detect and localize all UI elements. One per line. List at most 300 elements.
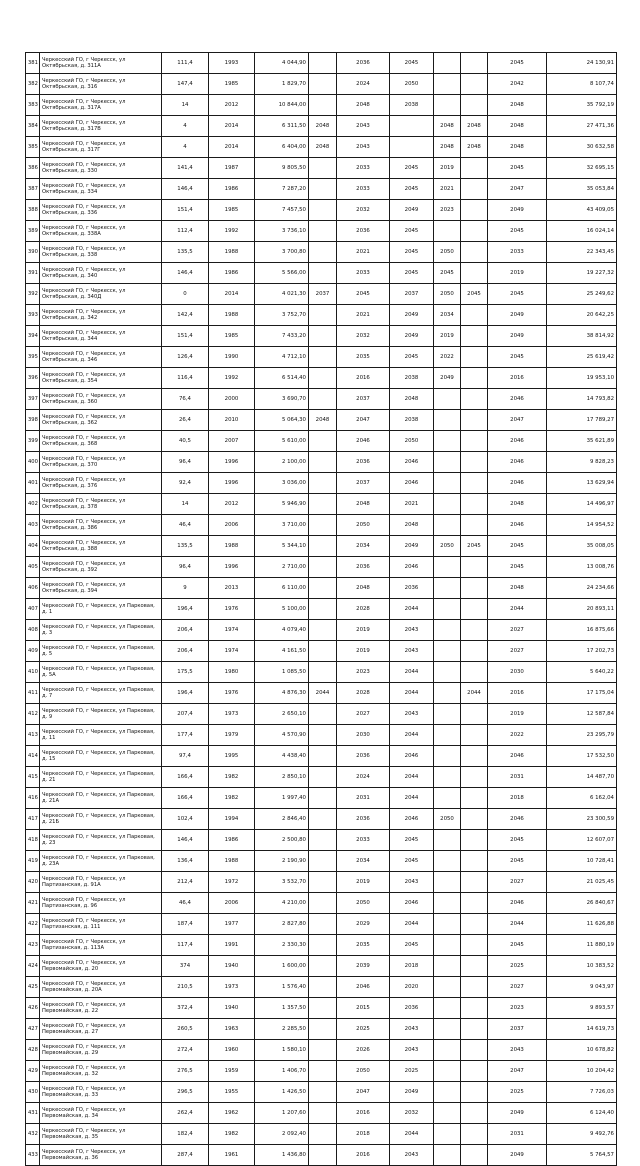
year-col-9 xyxy=(461,1103,488,1124)
year-col-8 xyxy=(434,767,461,788)
address-cell: Черкесский ГО, г Черкесск, ул Парковая, д. 23 xyxy=(40,830,162,851)
year-cell: 1977 xyxy=(209,914,255,935)
year-col-7: 2043 xyxy=(390,641,434,662)
table-row xyxy=(26,1061,617,1082)
year-col-5 xyxy=(309,452,337,473)
address-cell: Черкесский ГО, г Черкесск, ул Октябрьская, д. 316 xyxy=(40,74,162,95)
year-col-9 xyxy=(461,305,488,326)
area-cell: 76,4 xyxy=(162,389,209,410)
address-cell: Черкесский ГО, г Черкесск, ул Октябрьская, д. 342 xyxy=(40,305,162,326)
address-cell: Черкесский ГО, г Черкесск, ул Парковая, д. 15 xyxy=(40,746,162,767)
year-col-8: 2019 xyxy=(434,158,461,179)
total-cell: 9 828,23 xyxy=(547,452,617,473)
year-col-10: 2045 xyxy=(488,284,547,305)
area-cell: 166,4 xyxy=(162,788,209,809)
address-cell: Черкесский ГО, г Черкесск, ул Октябрьская, д. 378 xyxy=(40,494,162,515)
area-cell: 136,4 xyxy=(162,851,209,872)
year-col-9 xyxy=(461,641,488,662)
total-cell: 32 695,15 xyxy=(547,158,617,179)
year-col-9 xyxy=(461,179,488,200)
year-col-8 xyxy=(434,1145,461,1166)
year-col-5 xyxy=(309,956,337,977)
table-row xyxy=(26,200,617,221)
year-col-5: 2048 xyxy=(309,137,337,158)
year-col-8 xyxy=(434,935,461,956)
year-col-7: 2044 xyxy=(390,788,434,809)
total-cell: 35 621,89 xyxy=(547,431,617,452)
year-col-8 xyxy=(434,53,461,74)
row-number: 394 xyxy=(26,326,40,347)
row-number: 411 xyxy=(26,683,40,704)
year-col-7: 2045 xyxy=(390,347,434,368)
row-number: 424 xyxy=(26,956,40,977)
address-cell: Черкесский ГО, г Черкесск, ул Октябрьская, д. 388 xyxy=(40,536,162,557)
year-col-8 xyxy=(434,599,461,620)
year-col-7: 2049 xyxy=(390,1082,434,1103)
year-col-6: 2035 xyxy=(337,935,390,956)
year-col-8 xyxy=(434,662,461,683)
year-col-8 xyxy=(434,830,461,851)
total-cell: 12 587,84 xyxy=(547,704,617,725)
row-number: 385 xyxy=(26,137,40,158)
year-col-6: 2046 xyxy=(337,431,390,452)
year-col-5 xyxy=(309,53,337,74)
year-col-9 xyxy=(461,557,488,578)
year-col-5 xyxy=(309,368,337,389)
area-cell: 196,4 xyxy=(162,599,209,620)
year-col-10: 2047 xyxy=(488,179,547,200)
address-cell: Черкесский ГО, г Черкесск, ул Октябрьская, д. 394 xyxy=(40,578,162,599)
year-col-7: 2036 xyxy=(390,998,434,1019)
year-col-10: 2046 xyxy=(488,389,547,410)
area-cell: 26,4 xyxy=(162,410,209,431)
area-cell: 166,4 xyxy=(162,767,209,788)
year-col-7: 2050 xyxy=(390,431,434,452)
area-cell: 206,4 xyxy=(162,620,209,641)
year-col-6: 2035 xyxy=(337,347,390,368)
year-col-10: 2019 xyxy=(488,263,547,284)
year-col-9 xyxy=(461,74,488,95)
cost-cell: 2 850,10 xyxy=(255,767,309,788)
year-col-6: 2021 xyxy=(337,305,390,326)
year-col-5 xyxy=(309,347,337,368)
year-col-7: 2046 xyxy=(390,452,434,473)
year-cell: 1988 xyxy=(209,851,255,872)
address-cell: Черкесский ГО, г Черкесск, ул Первомайская, д. 22 xyxy=(40,998,162,1019)
year-col-7: 2046 xyxy=(390,893,434,914)
table-row xyxy=(26,1040,617,1061)
year-col-7: 2043 xyxy=(390,1040,434,1061)
cost-cell: 3 700,80 xyxy=(255,242,309,263)
year-col-6: 2036 xyxy=(337,53,390,74)
year-cell: 1972 xyxy=(209,872,255,893)
address-cell: Черкесский ГО, г Черкесск, ул Октябрьская, д. 360 xyxy=(40,389,162,410)
table-row xyxy=(26,620,617,641)
year-col-8 xyxy=(434,557,461,578)
year-col-5 xyxy=(309,1019,337,1040)
table-row xyxy=(26,872,617,893)
cost-cell: 4 570,90 xyxy=(255,725,309,746)
year-col-8 xyxy=(434,914,461,935)
year-cell: 1986 xyxy=(209,179,255,200)
year-col-10: 2047 xyxy=(488,1061,547,1082)
address-cell: Черкесский ГО, г Черкесск, ул Парковая, д. 5 xyxy=(40,641,162,662)
cost-cell: 1 600,00 xyxy=(255,956,309,977)
area-cell: 187,4 xyxy=(162,914,209,935)
total-cell: 23 300,59 xyxy=(547,809,617,830)
cost-cell: 2 710,00 xyxy=(255,557,309,578)
address-cell: Черкесский ГО, г Черкесск, ул Октябрьская, д. 311А xyxy=(40,53,162,74)
year-col-9 xyxy=(461,242,488,263)
year-col-7: 2045 xyxy=(390,158,434,179)
year-col-7: 2049 xyxy=(390,200,434,221)
year-col-10: 2045 xyxy=(488,53,547,74)
year-cell: 1990 xyxy=(209,347,255,368)
year-col-8 xyxy=(434,683,461,704)
year-col-8 xyxy=(434,704,461,725)
total-cell: 7 726,03 xyxy=(547,1082,617,1103)
address-cell: Черкесский ГО, г Черкесск, ул Первомайская, д. 20 xyxy=(40,956,162,977)
year-cell: 2013 xyxy=(209,578,255,599)
total-cell: 11 626,88 xyxy=(547,914,617,935)
table-row xyxy=(26,725,617,746)
year-col-5 xyxy=(309,515,337,536)
table-row xyxy=(26,473,617,494)
total-cell: 24 130,91 xyxy=(547,53,617,74)
year-cell: 1988 xyxy=(209,305,255,326)
cost-cell: 1 829,70 xyxy=(255,74,309,95)
year-col-5 xyxy=(309,431,337,452)
year-col-5 xyxy=(309,536,337,557)
address-cell: Черкесский ГО, г Черкесск, ул Октябрьская, д. 338А xyxy=(40,221,162,242)
year-col-6: 2033 xyxy=(337,263,390,284)
year-col-8 xyxy=(434,431,461,452)
cost-cell: 4 044,90 xyxy=(255,53,309,74)
area-cell: 112,4 xyxy=(162,221,209,242)
area-cell: 210,5 xyxy=(162,977,209,998)
year-col-10: 2022 xyxy=(488,725,547,746)
table-row xyxy=(26,284,617,305)
area-cell: 46,4 xyxy=(162,893,209,914)
year-col-7: 2046 xyxy=(390,473,434,494)
year-col-5 xyxy=(309,1061,337,1082)
year-col-7: 2025 xyxy=(390,1061,434,1082)
area-cell: 374 xyxy=(162,956,209,977)
year-col-9 xyxy=(461,53,488,74)
row-number: 382 xyxy=(26,74,40,95)
year-col-5 xyxy=(309,767,337,788)
row-number: 415 xyxy=(26,767,40,788)
year-col-6: 2034 xyxy=(337,851,390,872)
row-number: 419 xyxy=(26,851,40,872)
year-col-10: 2049 xyxy=(488,1103,547,1124)
year-cell: 1980 xyxy=(209,662,255,683)
year-col-9 xyxy=(461,326,488,347)
total-cell: 13 008,76 xyxy=(547,557,617,578)
table-row xyxy=(26,1103,617,1124)
year-col-8 xyxy=(434,410,461,431)
year-col-6: 2027 xyxy=(337,704,390,725)
year-col-5 xyxy=(309,662,337,683)
table-row xyxy=(26,431,617,452)
area-cell: 117,4 xyxy=(162,935,209,956)
year-col-10: 2045 xyxy=(488,221,547,242)
year-col-9 xyxy=(461,788,488,809)
row-number: 418 xyxy=(26,830,40,851)
year-col-9 xyxy=(461,1082,488,1103)
row-number: 384 xyxy=(26,116,40,137)
year-cell: 2010 xyxy=(209,410,255,431)
year-cell: 1974 xyxy=(209,620,255,641)
row-number: 426 xyxy=(26,998,40,1019)
year-col-9 xyxy=(461,998,488,1019)
year-col-10: 2046 xyxy=(488,746,547,767)
year-col-7: 2043 xyxy=(390,1145,434,1166)
row-number: 400 xyxy=(26,452,40,473)
year-cell: 1976 xyxy=(209,599,255,620)
area-cell: 262,4 xyxy=(162,1103,209,1124)
year-col-9 xyxy=(461,515,488,536)
year-cell: 2014 xyxy=(209,284,255,305)
total-cell: 25 249,62 xyxy=(547,284,617,305)
address-cell: Черкесский ГО, г Черкесск, ул Октябрьская, д. 317А xyxy=(40,95,162,116)
year-col-6: 2048 xyxy=(337,95,390,116)
table-row xyxy=(26,536,617,557)
year-col-9 xyxy=(461,830,488,851)
year-col-7: 2043 xyxy=(390,872,434,893)
row-number: 414 xyxy=(26,746,40,767)
cost-cell: 2 846,40 xyxy=(255,809,309,830)
area-cell: 296,5 xyxy=(162,1082,209,1103)
row-number: 390 xyxy=(26,242,40,263)
year-col-5 xyxy=(309,494,337,515)
year-cell: 1988 xyxy=(209,242,255,263)
year-col-7: 2038 xyxy=(390,368,434,389)
table-row xyxy=(26,557,617,578)
year-cell: 2012 xyxy=(209,95,255,116)
year-cell: 1962 xyxy=(209,1103,255,1124)
year-col-10: 2047 xyxy=(488,410,547,431)
year-col-8 xyxy=(434,1082,461,1103)
total-cell: 14 954,52 xyxy=(547,515,617,536)
address-cell: Черкесский ГО, г Черкесск, ул Первомайская, д. 36 xyxy=(40,1145,162,1166)
area-cell: 46,4 xyxy=(162,515,209,536)
year-col-10: 2046 xyxy=(488,431,547,452)
table-row xyxy=(26,914,617,935)
row-number: 410 xyxy=(26,662,40,683)
cost-cell: 3 690,70 xyxy=(255,389,309,410)
address-cell: Черкесский ГО, г Черкесск, ул Октябрьская, д. 362 xyxy=(40,410,162,431)
year-col-7: 2036 xyxy=(390,578,434,599)
year-col-9 xyxy=(461,1040,488,1061)
area-cell: 147,4 xyxy=(162,74,209,95)
year-cell: 1985 xyxy=(209,200,255,221)
total-cell: 35 053,84 xyxy=(547,179,617,200)
total-cell: 20 642,25 xyxy=(547,305,617,326)
year-cell: 1974 xyxy=(209,641,255,662)
year-col-9 xyxy=(461,263,488,284)
cost-cell: 2 650,10 xyxy=(255,704,309,725)
year-col-8 xyxy=(434,1019,461,1040)
table-row xyxy=(26,662,617,683)
housing-repair-table xyxy=(25,52,617,1166)
total-cell: 27 471,36 xyxy=(547,116,617,137)
total-cell: 14 487,70 xyxy=(547,767,617,788)
row-number: 417 xyxy=(26,809,40,830)
year-col-9 xyxy=(461,431,488,452)
row-number: 429 xyxy=(26,1061,40,1082)
year-col-10: 2023 xyxy=(488,998,547,1019)
year-col-10: 2044 xyxy=(488,914,547,935)
year-cell: 1961 xyxy=(209,1145,255,1166)
year-col-6: 2045 xyxy=(337,284,390,305)
year-col-7: 2046 xyxy=(390,746,434,767)
year-col-10: 2049 xyxy=(488,200,547,221)
year-col-5 xyxy=(309,725,337,746)
year-col-5 xyxy=(309,872,337,893)
cost-cell: 2 092,40 xyxy=(255,1124,309,1145)
year-col-6: 2030 xyxy=(337,725,390,746)
year-col-8 xyxy=(434,452,461,473)
cost-cell: 5 610,00 xyxy=(255,431,309,452)
year-col-8 xyxy=(434,1061,461,1082)
total-cell: 17 789,27 xyxy=(547,410,617,431)
year-col-8 xyxy=(434,389,461,410)
year-col-6: 2019 xyxy=(337,872,390,893)
year-col-9 xyxy=(461,368,488,389)
year-col-5 xyxy=(309,1124,337,1145)
year-col-9 xyxy=(461,977,488,998)
year-col-9: 2044 xyxy=(461,683,488,704)
year-col-5 xyxy=(309,599,337,620)
year-col-7: 2044 xyxy=(390,599,434,620)
address-cell: Черкесский ГО, г Черкесск, ул Октябрьская, д. 317Г xyxy=(40,137,162,158)
year-col-9 xyxy=(461,158,488,179)
row-number: 425 xyxy=(26,977,40,998)
year-col-8: 2050 xyxy=(434,536,461,557)
year-col-8: 2049 xyxy=(434,368,461,389)
year-col-9 xyxy=(461,893,488,914)
table-row xyxy=(26,1145,617,1166)
total-cell: 9 893,57 xyxy=(547,998,617,1019)
table-row xyxy=(26,389,617,410)
row-number: 421 xyxy=(26,893,40,914)
year-col-8 xyxy=(434,1103,461,1124)
year-col-6: 2021 xyxy=(337,242,390,263)
year-col-6: 2032 xyxy=(337,326,390,347)
address-cell: Черкесский ГО, г Черкесск, ул Партизанская, д. 91А xyxy=(40,872,162,893)
address-cell: Черкесский ГО, г Черкесск, ул Парковая, д. 9 xyxy=(40,704,162,725)
year-col-9: 2045 xyxy=(461,536,488,557)
year-col-10: 2045 xyxy=(488,536,547,557)
year-col-8 xyxy=(434,872,461,893)
table-row xyxy=(26,746,617,767)
cost-cell: 7 287,20 xyxy=(255,179,309,200)
year-col-10: 2048 xyxy=(488,494,547,515)
address-cell: Черкесский ГО, г Черкесск, ул Партизанская, д. 113А xyxy=(40,935,162,956)
year-col-7: 2049 xyxy=(390,536,434,557)
year-col-5: 2044 xyxy=(309,683,337,704)
cost-cell: 1 357,50 xyxy=(255,998,309,1019)
year-col-6: 2050 xyxy=(337,515,390,536)
year-col-10: 2046 xyxy=(488,893,547,914)
year-col-7: 2043 xyxy=(390,1019,434,1040)
year-col-6: 2048 xyxy=(337,578,390,599)
address-cell: Черкесский ГО, г Черкесск, ул Партизанская, д. 96 xyxy=(40,893,162,914)
year-col-5: 2048 xyxy=(309,116,337,137)
year-col-5 xyxy=(309,809,337,830)
year-col-5 xyxy=(309,830,337,851)
address-cell: Черкесский ГО, г Черкесск, ул Первомайская, д. 32 xyxy=(40,1061,162,1082)
year-col-10: 2016 xyxy=(488,683,547,704)
year-col-6: 2043 xyxy=(337,137,390,158)
total-cell: 8 107,74 xyxy=(547,74,617,95)
table-row xyxy=(26,788,617,809)
address-cell: Черкесский ГО, г Черкесск, ул Парковая, д. 21А xyxy=(40,788,162,809)
year-col-5 xyxy=(309,1103,337,1124)
area-cell: 151,4 xyxy=(162,200,209,221)
year-col-5 xyxy=(309,1040,337,1061)
year-cell: 1988 xyxy=(209,536,255,557)
year-cell: 1991 xyxy=(209,935,255,956)
year-col-6: 2016 xyxy=(337,368,390,389)
address-cell: Черкесский ГО, г Черкесск, ул Первомайская, д. 29 xyxy=(40,1040,162,1061)
area-cell: 40,5 xyxy=(162,431,209,452)
cost-cell: 2 285,50 xyxy=(255,1019,309,1040)
year-col-6: 2046 xyxy=(337,977,390,998)
year-col-5 xyxy=(309,326,337,347)
area-cell: 96,4 xyxy=(162,557,209,578)
total-cell: 9 043,97 xyxy=(547,977,617,998)
year-cell: 1986 xyxy=(209,830,255,851)
year-col-8 xyxy=(434,515,461,536)
year-col-9 xyxy=(461,956,488,977)
year-col-7: 2045 xyxy=(390,179,434,200)
year-col-9 xyxy=(461,767,488,788)
year-col-5: 2037 xyxy=(309,284,337,305)
area-cell: 372,4 xyxy=(162,998,209,1019)
year-col-5 xyxy=(309,242,337,263)
area-cell: 151,4 xyxy=(162,326,209,347)
table-row xyxy=(26,935,617,956)
year-col-6: 2026 xyxy=(337,1040,390,1061)
row-number: 420 xyxy=(26,872,40,893)
row-number: 398 xyxy=(26,410,40,431)
cost-cell: 2 100,00 xyxy=(255,452,309,473)
year-cell: 1995 xyxy=(209,746,255,767)
year-col-6: 2036 xyxy=(337,809,390,830)
table-row xyxy=(26,158,617,179)
year-col-8: 2050 xyxy=(434,242,461,263)
cost-cell: 2 190,90 xyxy=(255,851,309,872)
area-cell: 4 xyxy=(162,116,209,137)
year-col-10: 2027 xyxy=(488,620,547,641)
year-col-6: 2019 xyxy=(337,641,390,662)
year-col-6: 2036 xyxy=(337,221,390,242)
year-col-5 xyxy=(309,263,337,284)
total-cell: 10 383,52 xyxy=(547,956,617,977)
year-col-7: 2043 xyxy=(390,620,434,641)
address-cell: Черкесский ГО, г Черкесск, ул Октябрьская, д. 330 xyxy=(40,158,162,179)
row-number: 404 xyxy=(26,536,40,557)
year-col-7 xyxy=(390,116,434,137)
cost-cell: 1 576,40 xyxy=(255,977,309,998)
table-row xyxy=(26,1124,617,1145)
year-col-9 xyxy=(461,746,488,767)
year-col-10: 2045 xyxy=(488,347,547,368)
row-number: 408 xyxy=(26,620,40,641)
year-cell: 1960 xyxy=(209,1040,255,1061)
